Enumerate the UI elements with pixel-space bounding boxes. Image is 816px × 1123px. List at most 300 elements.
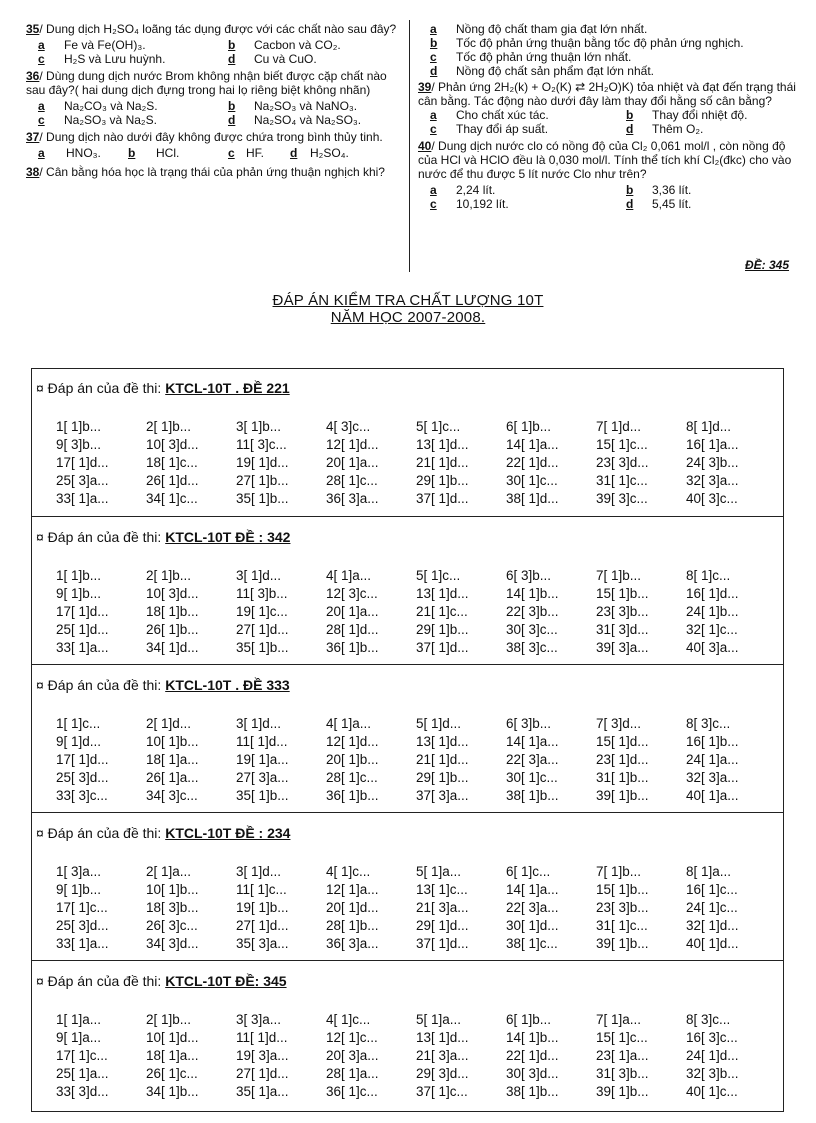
option-letter-d: d [228,113,236,127]
answer-row [56,899,776,917]
answer-cell: 3[ 1]d... [236,568,282,583]
answer-cell: 33[ 1]a... [56,491,109,506]
answer-cell: 24[ 1]b... [686,604,739,619]
answer-cell: 35[ 3]a... [236,936,289,951]
answer-cell: 30[ 1]c... [506,770,558,785]
options-40 [430,183,798,211]
answer-cell: 14[ 1]a... [506,882,559,897]
answer-cell: 10[ 3]d... [146,586,199,601]
answer-cell: 25[ 1]a... [56,1066,109,1081]
answer-cell: 37[ 1]c... [416,1084,468,1099]
answer-cell: 6[ 3]b... [506,716,552,731]
answer-cell: 27[ 1]d... [236,622,289,637]
answer-cell: 32[ 3]a... [686,473,739,488]
answer-cell: 7[ 3]d... [596,716,642,731]
answer-cell: 9[ 3]b... [56,437,102,452]
answer-cell: 28[ 1]c... [326,473,378,488]
answer-cell: 40[ 3]c... [686,491,738,506]
answer-grid [56,863,776,953]
answer-cell: 20[ 3]a... [326,1048,379,1063]
answer-row [56,454,776,472]
answer-cell: 12[ 1]d... [326,734,379,749]
answer-cell: 20[ 1]b... [326,752,379,767]
option-letter-c: c [38,113,45,127]
answer-cell: 13[ 1]d... [416,734,469,749]
answer-row [56,418,776,436]
answer-row [56,639,776,657]
question-number: 40 [418,139,432,153]
answer-cell: 19[ 1]b... [236,900,289,915]
answer-cell: 38[ 1]b... [506,1084,559,1099]
answer-row [56,733,776,751]
option-c: 10,192 lít. [456,197,509,211]
answer-cell: 36[ 3]a... [326,936,379,951]
answer-cell: 27[ 3]a... [236,770,289,785]
answer-cell: 15[ 1]c... [596,1030,648,1045]
option-a: HNO₃. [66,146,101,160]
answer-cell: 7[ 1]d... [596,419,642,434]
options-36 [38,99,406,127]
answer-cell: 33[ 3]c... [56,788,108,803]
option-b: Cacbon và CO₂. [254,38,341,52]
answer-cell: 14[ 1]b... [506,586,559,601]
question-text: / Cân bằng hóa học là trạng thái của phản ứng thuận nghịch khi? [39,165,385,179]
option-letter-b: b [430,36,438,50]
answer-grid [56,1011,776,1101]
answer-cell: 19[ 1]a... [236,752,289,767]
answer-cell: 35[ 1]a... [236,1084,289,1099]
answer-cell: 31[ 1]c... [596,473,648,488]
question-text: / Dùng dung dịch nước Brom không nhận biết được cặp chất nào sau đây?( hai dung dịch đựng trong hai lọ riêng biệt không nhãn) [26,69,387,97]
answer-cell: 30[ 1]c... [506,473,558,488]
answer-key-table [31,368,784,1112]
answer-cell: 37[ 3]a... [416,788,469,803]
answer-cell: 15[ 1]c... [596,437,648,452]
answer-cell: 37[ 1]d... [416,491,469,506]
answer-cell: 24[ 1]d... [686,1048,739,1063]
block-prefix: ¤ Đáp án của đề thi: [36,380,166,396]
answer-cell: 15[ 1]b... [596,882,649,897]
answer-cell: 4[ 1]c... [326,864,371,879]
answer-cell: 31[ 1]c... [596,918,648,933]
answer-cell: 5[ 1]c... [416,568,461,583]
option-b: HCl. [156,146,180,160]
answer-row [56,1029,776,1047]
answer-cell: 5[ 1]c... [416,419,461,434]
answer-row [56,1011,776,1029]
answer-row [56,1065,776,1083]
answer-cell: 4[ 3]c... [326,419,371,434]
question-number: 39 [418,80,432,94]
answer-cell: 4[ 1]c... [326,1012,371,1027]
answer-cell: 6[ 1]c... [506,864,551,879]
answer-row [56,917,776,935]
answer-cell: 31[ 3]d... [596,622,649,637]
answer-cell: 20[ 1]a... [326,604,379,619]
option-d: Nồng độ chất sản phẩm đạt lớn nhất. [456,64,654,78]
answer-cell: 21[ 1]d... [416,752,469,767]
answer-cell: 26[ 1]d... [146,473,199,488]
option-c: Tốc độ phản ứng thuận lớn nhất. [456,50,632,64]
option-c: HF. [246,146,264,160]
answer-cell: 6[ 1]b... [506,419,552,434]
answer-cell: 38[ 3]c... [506,640,558,655]
option-d: Na₂SO₄ và Na₂SO₃. [254,113,362,127]
answer-row [56,585,776,603]
answer-cell: 16[ 1]a... [686,437,739,452]
answer-block [32,516,783,665]
question-39 [418,80,798,108]
answer-cell: 37[ 1]d... [416,936,469,951]
block-prefix: ¤ Đáp án của đề thi: [36,677,166,693]
answer-cell: 27[ 1]d... [236,918,289,933]
block-header [36,825,290,841]
answer-row [56,769,776,787]
answer-cell: 23[ 3]b... [596,604,649,619]
answer-cell: 17[ 1]d... [56,455,109,470]
answer-cell: 34[ 1]d... [146,640,199,655]
answer-cell: 2[ 1]b... [146,419,192,434]
answer-cell: 7[ 1]a... [596,1012,642,1027]
block-header [36,380,290,396]
answer-cell: 13[ 1]d... [416,437,469,452]
answer-cell: 9[ 1]d... [56,734,102,749]
answer-cell: 29[ 1]b... [416,622,469,637]
option-letter-c: c [38,52,45,66]
exam-code: KTCL-10T . ĐỀ 333 [165,677,290,693]
block-header [36,529,290,545]
answer-cell: 20[ 1]a... [326,455,379,470]
answer-grid [56,715,776,805]
answer-cell: 34[ 3]d... [146,936,199,951]
answer-grid [56,418,776,508]
answer-cell: 29[ 1]d... [416,918,469,933]
option-letter-a: a [430,22,437,36]
answer-cell: 29[ 3]d... [416,1066,469,1081]
answer-cell: 8[ 1]d... [686,419,732,434]
answer-cell: 6[ 1]b... [506,1012,552,1027]
answer-cell: 36[ 1]b... [326,640,379,655]
answer-row [56,472,776,490]
answer-cell: 14[ 1]a... [506,734,559,749]
answer-block [32,368,783,516]
answer-cell: 7[ 1]b... [596,568,642,583]
answer-cell: 33[ 1]a... [56,640,109,655]
block-header [36,973,287,989]
option-letter-c: c [430,122,437,136]
answer-cell: 8[ 1]c... [686,568,731,583]
answer-cell: 30[ 1]d... [506,918,559,933]
answer-cell: 13[ 1]d... [416,586,469,601]
answer-cell: 13[ 1]d... [416,1030,469,1045]
answer-cell: 19[ 1]c... [236,604,288,619]
answer-row [56,751,776,769]
answer-cell: 24[ 1]c... [686,900,738,915]
left-question-column [26,22,406,179]
answer-cell: 26[ 1]a... [146,770,199,785]
question-text: / Dung dịch nước clo có nồng độ của Cl₂ 0,061 mol/l , còn nồng độ của HCl và HClO đều là 0,030 mol/l. Tính thể tích khí Cl₂(đkc) cho vào nước để thu được 5 lít nước Clo như trên? [418,139,792,181]
answer-cell: 29[ 1]b... [416,473,469,488]
option-letter-d: d [626,122,634,136]
answer-cell: 14[ 1]b... [506,1030,559,1045]
answer-cell: 23[ 3]b... [596,900,649,915]
block-prefix: ¤ Đáp án của đề thi: [36,973,166,989]
answer-cell: 22[ 1]d... [506,1048,559,1063]
answer-cell: 10[ 1]d... [146,1030,199,1045]
answer-cell: 5[ 1]d... [416,716,462,731]
exam-code: KTCL-10T ĐỀ : 342 [165,529,291,545]
answer-cell: 20[ 1]d... [326,900,379,915]
answer-cell: 24[ 1]a... [686,752,739,767]
answer-cell: 1[ 1]b... [56,568,102,583]
answer-cell: 2[ 1]a... [146,864,192,879]
answer-cell: 35[ 1]b... [236,491,289,506]
answer-cell: 12[ 1]c... [326,1030,378,1045]
answer-cell: 39[ 1]b... [596,936,649,951]
answer-row [56,787,776,805]
answer-row [56,1047,776,1065]
option-letter-a: a [38,146,45,160]
option-a: Nồng độ chất tham gia đạt lớn nhất. [456,22,648,36]
answer-cell: 25[ 1]d... [56,622,109,637]
answer-cell: 32[ 1]d... [686,918,739,933]
option-letter-b: b [626,183,634,197]
answer-cell: 17[ 1]c... [56,1048,108,1063]
answer-cell: 34[ 3]c... [146,788,198,803]
answer-cell: 36[ 3]a... [326,491,379,506]
option-letter-a: a [430,183,437,197]
answer-cell: 30[ 3]d... [506,1066,559,1081]
option-letter-a: a [38,99,45,113]
answer-cell: 21[ 1]c... [416,604,468,619]
answer-cell: 18[ 1]a... [146,1048,199,1063]
question-36 [26,69,406,97]
option-a: Cho chất xúc tác. [456,108,549,122]
answer-cell: 28[ 1]a... [326,1066,379,1081]
answer-cell: 22[ 3]b... [506,604,559,619]
exam-code: KTCL-10T ĐỀ : 234 [165,825,291,841]
answer-cell: 21[ 1]d... [416,455,469,470]
answer-cell: 18[ 3]b... [146,900,199,915]
answer-cell: 9[ 1]b... [56,586,102,601]
answer-cell: 19[ 1]d... [236,455,289,470]
answer-cell: 3[ 1]d... [236,864,282,879]
answer-grid [56,567,776,657]
answer-cell: 11[ 3]b... [236,586,288,601]
answer-row [56,603,776,621]
answer-cell: 29[ 1]b... [416,770,469,785]
answer-cell: 31[ 1]b... [596,770,649,785]
option-letter-c: c [430,197,437,211]
answer-row [56,567,776,585]
answer-cell: 35[ 1]b... [236,640,289,655]
exam-code-label: ĐỀ: 345 [745,258,790,272]
option-b: 3,36 lít. [652,183,692,197]
answer-cell: 38[ 1]b... [506,788,559,803]
answer-cell: 32[ 3]a... [686,770,739,785]
answer-cell: 5[ 1]a... [416,864,462,879]
question-text: / Dung dịch nào dưới đây không được chứa trong bình thủy tinh. [39,130,383,144]
question-number: 35 [26,22,40,36]
answer-cell: 39[ 3]c... [596,491,648,506]
answer-cell: 26[ 1]b... [146,622,199,637]
answer-cell: 1[ 3]a... [56,864,102,879]
block-prefix: ¤ Đáp án của đề thi: [36,529,166,545]
title-line-2: NĂM HỌC 2007-2008. [330,309,486,326]
answer-cell: 22[ 3]a... [506,900,559,915]
option-letter-b: b [228,99,236,113]
answer-cell: 2[ 1]b... [146,1012,192,1027]
option-letter-d: d [290,146,298,160]
answer-cell: 9[ 1]a... [56,1030,102,1045]
option-letter-a: a [38,38,45,52]
answer-cell: 2[ 1]b... [146,568,192,583]
answer-cell: 27[ 1]b... [236,473,289,488]
option-c: H₂S và Lưu huỳnh. [64,52,166,66]
exam-code: KTCL-10T . ĐỀ 221 [165,380,290,396]
question-35 [26,22,406,36]
answer-cell: 10[ 1]b... [146,882,199,897]
answer-cell: 40[ 3]a... [686,640,739,655]
question-number: 36 [26,69,40,83]
question-number: 37 [26,130,40,144]
answer-cell: 39[ 1]b... [596,788,649,803]
answer-block [32,664,783,813]
answer-cell: 8[ 3]c... [686,1012,731,1027]
answer-cell: 27[ 1]d... [236,1066,289,1081]
answer-cell: 40[ 1]d... [686,936,739,951]
answer-cell: 5[ 1]a... [416,1012,462,1027]
answer-cell: 4[ 1]a... [326,568,372,583]
block-prefix: ¤ Đáp án của đề thi: [36,825,166,841]
answer-cell: 35[ 1]b... [236,788,289,803]
answer-cell: 32[ 3]b... [686,1066,739,1081]
option-d: H₂SO₄. [310,146,349,160]
answer-cell: 37[ 1]d... [416,640,469,655]
title-line-1: ĐÁP ÁN KIỂM TRA CHẤT LƯỢNG 10T [272,292,544,309]
answer-row [56,881,776,899]
option-b: Tốc độ phản ứng thuận bằng tốc độ phản ứng nghịch. [456,36,744,50]
question-40 [418,139,798,181]
answer-cell: 39[ 3]a... [596,640,649,655]
answer-cell: 12[ 1]a... [326,882,379,897]
answer-cell: 24[ 3]b... [686,455,739,470]
answer-cell: 38[ 1]c... [506,936,558,951]
question-38 [26,165,406,179]
answer-cell: 36[ 1]c... [326,1084,378,1099]
answer-cell: 22[ 3]a... [506,752,559,767]
option-letter-c: c [430,50,437,64]
answer-cell: 6[ 3]b... [506,568,552,583]
answer-cell: 3[ 1]b... [236,419,282,434]
answer-row [56,863,776,881]
answer-cell: 33[ 3]d... [56,1084,109,1099]
options-39 [430,108,798,136]
answer-cell: 34[ 1]b... [146,1084,199,1099]
answer-cell: 1[ 1]c... [56,716,101,731]
option-letter-b: b [228,38,236,52]
answer-cell: 28[ 1]d... [326,622,379,637]
option-a: Na₂CO₃ và Na₂S. [64,99,158,113]
answer-cell: 2[ 1]d... [146,716,192,731]
question-37 [26,130,406,144]
answer-cell: 17[ 1]c... [56,900,108,915]
answer-cell: 7[ 1]b... [596,864,642,879]
right-question-column [418,22,798,211]
answer-row [56,621,776,639]
answer-cell: 23[ 3]d... [596,455,649,470]
answer-cell: 10[ 1]b... [146,734,199,749]
answer-row [56,1083,776,1101]
answer-cell: 3[ 1]d... [236,716,282,731]
answer-cell: 25[ 3]d... [56,918,109,933]
answer-cell: 30[ 3]c... [506,622,558,637]
answer-cell: 9[ 1]b... [56,882,102,897]
answer-cell: 23[ 1]a... [596,1048,649,1063]
answer-cell: 18[ 1]a... [146,752,199,767]
answer-cell: 16[ 1]d... [686,586,739,601]
answer-cell: 17[ 1]d... [56,604,109,619]
option-letter-d: d [228,52,236,66]
option-letter-b: b [128,146,136,160]
option-a: Fe và Fe(OH)₃. [64,38,146,52]
answer-cell: 21[ 3]a... [416,900,469,915]
answer-cell: 19[ 3]a... [236,1048,289,1063]
option-letter-d: d [626,197,634,211]
answer-block [32,812,783,961]
option-b: Na₂SO₃ và NaNO₃. [254,99,358,113]
answer-cell: 8[ 1]a... [686,864,732,879]
option-d: Thêm O₂. [652,122,704,136]
answer-cell: 23[ 1]d... [596,752,649,767]
option-letter-c: c [228,146,235,160]
answer-row [56,436,776,454]
answer-cell: 32[ 1]c... [686,622,738,637]
answer-cell: 25[ 3]d... [56,770,109,785]
answer-cell: 12[ 1]d... [326,437,379,452]
option-d: 5,45 lít. [652,197,692,211]
answer-cell: 34[ 1]c... [146,491,198,506]
answer-cell: 8[ 3]c... [686,716,731,731]
answer-cell: 39[ 1]b... [596,1084,649,1099]
option-b: Thay đổi nhiệt độ. [652,108,748,122]
option-letter-d: d [430,64,438,78]
option-c: Thay đổi áp suất. [456,122,549,136]
answer-cell: 15[ 1]b... [596,586,649,601]
answer-cell: 18[ 1]b... [146,604,199,619]
exam-code: KTCL-10T ĐỀ: 345 [165,973,287,989]
answer-cell: 16[ 3]c... [686,1030,738,1045]
answer-cell: 28[ 1]c... [326,770,378,785]
answer-cell: 13[ 1]c... [416,882,468,897]
answer-cell: 3[ 3]a... [236,1012,282,1027]
option-letter-b: b [626,108,634,122]
options-35 [38,38,406,66]
answer-cell: 11[ 1]d... [236,1030,288,1045]
option-a: 2,24 lít. [456,183,496,197]
answer-cell: 10[ 3]d... [146,437,199,452]
question-number: 38 [26,165,40,179]
answer-cell: 11[ 1]d... [236,734,288,749]
answer-cell: 17[ 1]d... [56,752,109,767]
option-c: Na₂SO₃ và Na₂S. [64,113,157,127]
answer-cell: 40[ 1]a... [686,788,739,803]
option-d: Cu và CuO. [254,52,317,66]
answer-cell: 14[ 1]a... [506,437,559,452]
page-title [0,292,816,326]
answer-cell: 26[ 1]c... [146,1066,198,1081]
column-divider [409,20,410,272]
